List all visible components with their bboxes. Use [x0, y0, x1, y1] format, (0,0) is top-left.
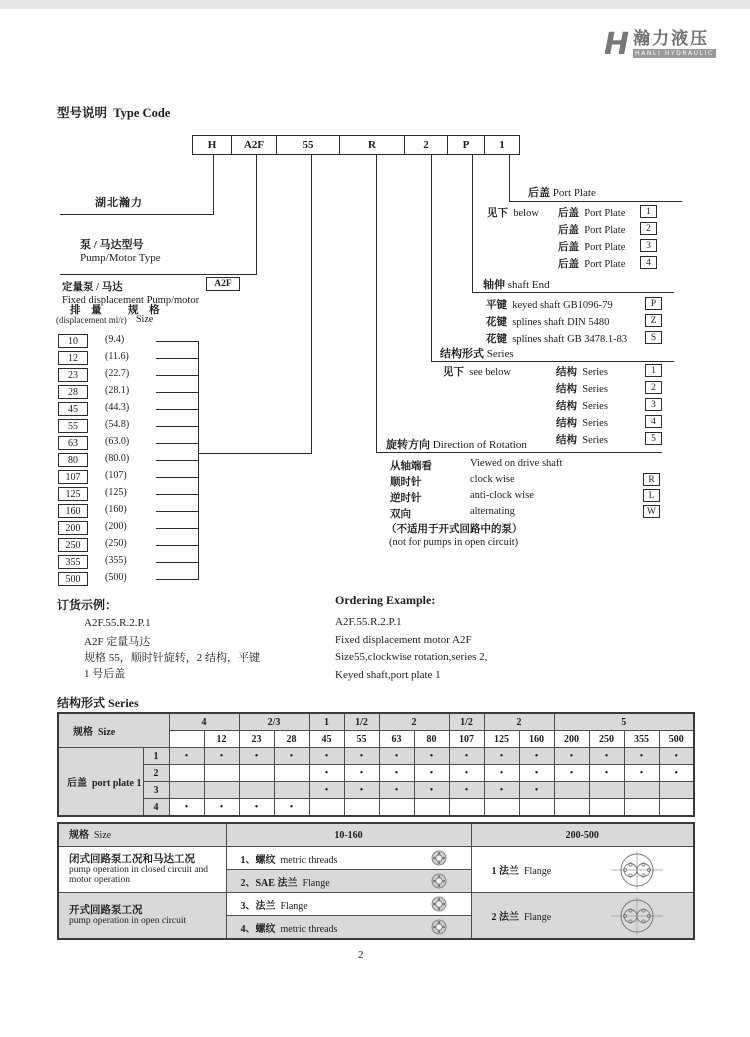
displacement-code-box: 500: [58, 572, 88, 586]
port-option-4: 4、螺纹 metric threads: [226, 916, 471, 940]
displacement-value: (80.0): [105, 453, 130, 464]
availability-cell: [309, 799, 344, 817]
see-below-label: 见下 below: [487, 208, 539, 219]
rotation-option-en: alternating: [470, 506, 515, 517]
code-box-4: 4: [640, 256, 657, 269]
metric-thread-icon: [431, 919, 447, 935]
availability-cell: [659, 799, 694, 817]
availability-cell: •: [659, 765, 694, 782]
sae-flange-icon: [431, 873, 447, 889]
availability-cell: [659, 782, 694, 799]
size-column-header: [169, 731, 204, 748]
port-plate-number: 4: [143, 799, 169, 817]
availability-cell: [204, 765, 239, 782]
connector-line: [431, 361, 674, 362]
rotation-option-cn: 逆时针: [390, 493, 422, 504]
type-code-box-P: P: [447, 135, 485, 155]
flange-1-icon: [611, 850, 663, 890]
displacement-code-box: 55: [58, 419, 88, 433]
connector-line: [376, 452, 662, 453]
connector-line: [472, 292, 674, 293]
code-box-Z: Z: [645, 314, 662, 327]
series-group-header: 2: [484, 713, 554, 731]
port-plate-header-en: Port Plate: [552, 187, 596, 199]
availability-cell: [344, 799, 379, 817]
see-below-label: 见下 see below: [443, 367, 511, 378]
connector-line: [156, 409, 198, 410]
availability-cell: •: [484, 765, 519, 782]
availability-cell: [589, 799, 624, 817]
displacement-code-box: 355: [58, 555, 88, 569]
flange-1-cell: 1 法兰 Flange: [471, 847, 694, 893]
connector-line: [156, 477, 198, 478]
availability-cell: [554, 799, 589, 817]
ordering-title-cn: 订货示例：: [57, 598, 118, 612]
availability-cell: •: [449, 765, 484, 782]
port-option-1: 1、螺纹 metric threads: [226, 847, 471, 870]
displacement-code-box: 200: [58, 521, 88, 535]
rotation-header-cn: 旋转方向: [386, 439, 430, 451]
series-option: 结构 Series: [556, 367, 608, 378]
size-column-header: 200: [554, 731, 589, 748]
series-header-cn: 结构形式: [440, 348, 484, 360]
displacement-value: (11.6): [105, 351, 129, 362]
availability-cell: [484, 799, 519, 817]
size-column-header: 107: [449, 731, 484, 748]
shaft-end-option: 花键 splines shaft GB 3478.1-83: [486, 334, 628, 345]
availability-cell: •: [239, 799, 274, 817]
availability-cell: •: [414, 765, 449, 782]
port-table-col1-header: 10-160: [226, 823, 471, 847]
availability-cell: [519, 799, 554, 817]
displacement-bus-line: [198, 341, 199, 580]
type-code-box-A2F: A2F: [231, 135, 277, 155]
availability-cell: •: [659, 748, 694, 765]
availability-cell: [414, 799, 449, 817]
type-code-box-55: 55: [276, 135, 340, 155]
size-column-header: 355: [624, 731, 659, 748]
availability-cell: •: [519, 748, 554, 765]
closed-circuit-label: 闭式回路泵工况和马达工况 pump operation in closed circuit and motor operation: [58, 847, 226, 893]
rotation-option-cn: 双向: [390, 509, 411, 520]
displacement-code-box: 10: [58, 334, 88, 348]
flange-2-cell: 2 法兰 Flange: [471, 893, 694, 940]
shaft-end-option: 平键 keyed shaft GB1096-79: [486, 300, 613, 311]
size-header-cn: 规 格: [128, 305, 164, 316]
logo-name-en: HANLI HYDRAULIC: [635, 50, 714, 57]
availability-cell: •: [274, 748, 309, 765]
availability-cell: [379, 799, 414, 817]
code-box-2: 2: [645, 381, 662, 394]
availability-cell: •: [204, 799, 239, 817]
availability-cell: •: [589, 748, 624, 765]
availability-cell: •: [239, 748, 274, 765]
port-plate-header: [528, 184, 596, 200]
availability-cell: •: [519, 765, 554, 782]
code-box-P: P: [645, 297, 662, 310]
size-column-header: 500: [659, 731, 694, 748]
series-group-header: 1: [309, 713, 344, 731]
series-group-header: 5: [554, 713, 694, 731]
availability-cell: [239, 765, 274, 782]
availability-cell: [589, 782, 624, 799]
page-edge-strip: [0, 0, 750, 9]
page-number: 2: [358, 949, 364, 961]
displacement-code-box: 63: [58, 436, 88, 450]
ordering-line: A2F.55.R.2.P.1: [84, 617, 151, 629]
flange-2-icon: [611, 896, 663, 936]
series-group-header: 2: [379, 713, 449, 731]
displacement-value: (250): [105, 538, 127, 549]
series-option: 结构 Series: [556, 435, 608, 446]
series-group-header: 4: [169, 713, 239, 731]
size-column-header: 160: [519, 731, 554, 748]
connector-line: [509, 155, 510, 201]
size-column-header: 45: [309, 731, 344, 748]
displacement-code-box: 23: [58, 368, 88, 382]
page-title: [57, 103, 170, 121]
code-box-L: L: [643, 489, 660, 502]
availability-cell: •: [309, 748, 344, 765]
connector-line: [156, 392, 198, 393]
displacement-code-box: 250: [58, 538, 88, 552]
port-option-2: 2、SAE 法兰 Flange: [226, 870, 471, 893]
ordering-line: 1 号后盖: [84, 668, 126, 680]
size-column-header: 80: [414, 731, 449, 748]
connector-line: [156, 494, 198, 495]
connector-line: [509, 201, 682, 202]
size-column-header: 28: [274, 731, 309, 748]
connector-line: [156, 579, 198, 580]
availability-cell: •: [309, 782, 344, 799]
series-group-header: 1/2: [449, 713, 484, 731]
displacement-code-box: 107: [58, 470, 88, 484]
connector-line: [60, 274, 257, 275]
logo-h-icon: H: [604, 27, 630, 62]
code-box-1: 1: [640, 205, 657, 218]
type-code-box-2: 2: [404, 135, 448, 155]
code-box-W: W: [643, 505, 660, 518]
availability-cell: •: [589, 765, 624, 782]
ordering-line: Size55,clockwise rotation,series 2,: [335, 651, 488, 663]
series-header-en: Series: [486, 348, 514, 360]
type-code-box-R: R: [339, 135, 405, 155]
flange-icon: [431, 896, 447, 912]
connector-line: [156, 528, 198, 529]
availability-cell: [204, 782, 239, 799]
displacement-value: (125): [105, 487, 127, 498]
rotation-option-en: anti-clock wise: [470, 490, 534, 501]
type-code-box-H: H: [192, 135, 232, 155]
availability-cell: •: [449, 748, 484, 765]
size-column-header: 55: [344, 731, 379, 748]
logo-name-cn: 瀚力液压: [633, 29, 710, 48]
rotation-option-en: Viewed on drive shaft: [470, 458, 563, 469]
series-table-title: [57, 694, 139, 711]
connector-line: [60, 214, 214, 215]
port-plate-option: 后盖 Port Plate: [558, 208, 626, 219]
series-table-title-cn: 结构形式: [57, 696, 106, 710]
port-table-size-header: 规格 Size: [58, 823, 226, 847]
displacement-value: (63.0): [105, 436, 130, 447]
availability-cell: •: [204, 748, 239, 765]
connector-line: [156, 460, 198, 461]
page-title-en: Type Code: [113, 106, 171, 120]
rotation-option-cn: 从轴端看: [390, 461, 432, 472]
availability-cell: [624, 799, 659, 817]
availability-cell: [554, 782, 589, 799]
availability-cell: •: [449, 782, 484, 799]
displacement-value: (160): [105, 504, 127, 515]
size-column-header: 125: [484, 731, 519, 748]
series-table-title-en: Series: [108, 696, 139, 710]
connector-line: [431, 155, 432, 361]
series-option: 结构 Series: [556, 418, 608, 429]
displacement-value: (9.4): [105, 334, 125, 345]
availability-cell: [274, 782, 309, 799]
connector-line: [156, 443, 198, 444]
availability-cell: [274, 765, 309, 782]
shaft-end-header-en: shaft End: [507, 279, 550, 291]
code-box-3: 3: [645, 398, 662, 411]
availability-cell: [449, 799, 484, 817]
series-option: 结构 Series: [556, 384, 608, 395]
availability-cell: •: [344, 765, 379, 782]
displacement-code-box: 80: [58, 453, 88, 467]
port-plate-option: 后盖 Port Plate: [558, 259, 626, 270]
connector-line: [472, 155, 473, 292]
availability-cell: •: [344, 782, 379, 799]
size-column-header: 250: [589, 731, 624, 748]
ordering-line: A2F 定量马达: [84, 636, 151, 648]
connector-line: [213, 155, 214, 214]
series-table-corner: 规格 Size: [58, 713, 169, 748]
ordering-line: 规格 55，顺时针旋转，2 结构，平键: [84, 652, 260, 664]
displacement-value: (54.8): [105, 419, 130, 430]
connector-line: [156, 426, 198, 427]
brand-logo: [604, 27, 716, 62]
series-group-header: 1/2: [344, 713, 379, 731]
connector-line: [156, 358, 198, 359]
availability-cell: •: [624, 748, 659, 765]
pump-motor-type-en: Pump/Motor Type: [80, 252, 161, 264]
code-box-R: R: [643, 473, 660, 486]
brand-label: 湖北瀚力: [95, 197, 143, 209]
size-column-header: 63: [379, 731, 414, 748]
size-header-en: Size: [136, 314, 154, 325]
availability-cell: •: [624, 765, 659, 782]
availability-cell: •: [379, 748, 414, 765]
rotation-note-cn: （不适用于开式回路中的泵）: [386, 524, 523, 535]
open-circuit-label: 开式回路泵工况 pump operation in open circuit: [58, 893, 226, 940]
connector-line: [156, 341, 198, 342]
port-plate-row-label: 后盖 port plate 1: [58, 748, 143, 817]
metric-thread-icon: [431, 850, 447, 866]
availability-cell: •: [484, 782, 519, 799]
displacement-value: (28.1): [105, 385, 130, 396]
port-plate-number: 3: [143, 782, 169, 799]
connector-line: [156, 545, 198, 546]
connector-line: [376, 155, 377, 452]
ordering-line: A2F.55.R.2.P.1: [335, 616, 402, 628]
displacement-value: (107): [105, 470, 127, 481]
ordering-line: Keyed shaft,port plate 1: [335, 668, 441, 681]
port-plate-number: 2: [143, 765, 169, 782]
code-box-4: 4: [645, 415, 662, 428]
page-title-cn: 型号说明: [57, 106, 108, 120]
connector-line: [156, 511, 198, 512]
a2f-code-box: A2F: [206, 277, 240, 291]
connector-line: [156, 375, 198, 376]
size-column-header: 23: [239, 731, 274, 748]
availability-cell: •: [379, 782, 414, 799]
availability-cell: •: [169, 748, 204, 765]
code-box-3: 3: [640, 239, 657, 252]
connector-line: [256, 155, 257, 274]
availability-cell: •: [554, 748, 589, 765]
availability-cell: [169, 782, 204, 799]
displacement-value: (200): [105, 521, 127, 532]
availability-cell: [169, 765, 204, 782]
series-option: 结构 Series: [556, 401, 608, 412]
availability-cell: •: [274, 799, 309, 817]
rotation-option-cn: 顺时针: [390, 477, 422, 488]
ordering-title-en: Ordering Example:: [335, 593, 436, 607]
availability-cell: •: [554, 765, 589, 782]
port-plate-option: 后盖 Port Plate: [558, 225, 626, 236]
availability-cell: •: [344, 748, 379, 765]
availability-cell: •: [169, 799, 204, 817]
code-box-2: 2: [640, 222, 657, 235]
connector-line: [156, 562, 198, 563]
code-box-5: 5: [645, 432, 662, 445]
port-plate-number: 1: [143, 748, 169, 765]
availability-cell: •: [414, 782, 449, 799]
shaft-end-option: 花键 splines shaft DIN 5480: [486, 317, 610, 328]
size-column-header: 12: [204, 731, 239, 748]
port-plate-header-cn: 后盖: [528, 187, 550, 199]
rotation-option-en: clock wise: [470, 474, 515, 485]
availability-cell: [624, 782, 659, 799]
series-matrix-table: [57, 712, 695, 817]
displacement-code-box: 12: [58, 351, 88, 365]
series-header: [440, 345, 514, 361]
displacement-value: (355): [105, 555, 127, 566]
displacement-value: (500): [105, 572, 127, 583]
displacement-code-box: 125: [58, 487, 88, 501]
rotation-header: [386, 436, 527, 452]
shaft-end-header: [483, 276, 550, 292]
port-plate-option: 后盖 Port Plate: [558, 242, 626, 253]
displacement-code-box: 28: [58, 385, 88, 399]
type-code-row: [193, 135, 520, 155]
availability-cell: •: [484, 748, 519, 765]
displacement-value: (44.3): [105, 402, 130, 413]
fixed-displacement-cn: 定量泵 / 马达: [62, 282, 123, 293]
fixed-displacement-en: Fixed displacement Pump/motor: [62, 295, 200, 306]
displacement-header-sub: (displacement ml/r): [56, 315, 127, 325]
rotation-note-en: (not for pumps in open circuit): [389, 537, 519, 548]
pump-motor-type-cn: 泵 / 马达型号: [80, 239, 144, 251]
availability-cell: •: [519, 782, 554, 799]
shaft-end-header-cn: 轴伸: [483, 279, 505, 291]
connector-line: [198, 453, 312, 454]
availability-cell: [239, 782, 274, 799]
displacement-code-box: 160: [58, 504, 88, 518]
code-box-S: S: [645, 331, 662, 344]
displacement-code-box: 45: [58, 402, 88, 416]
port-table-col2-header: 200-500: [471, 823, 694, 847]
port-plate-table: [57, 822, 695, 940]
displacement-value: (22.7): [105, 368, 130, 379]
rotation-header-en: Direction of Rotation: [432, 439, 527, 451]
availability-cell: •: [379, 765, 414, 782]
series-group-header: 2/3: [239, 713, 309, 731]
type-code-box-1: 1: [484, 135, 520, 155]
port-option-3: 3、法兰 Flange: [226, 893, 471, 916]
code-box-1: 1: [645, 364, 662, 377]
displacement-header-cn: 排 量: [70, 305, 106, 316]
connector-line: [311, 155, 312, 453]
availability-cell: •: [414, 748, 449, 765]
ordering-line: Fixed displacement motor A2F: [335, 633, 472, 646]
availability-cell: •: [309, 765, 344, 782]
